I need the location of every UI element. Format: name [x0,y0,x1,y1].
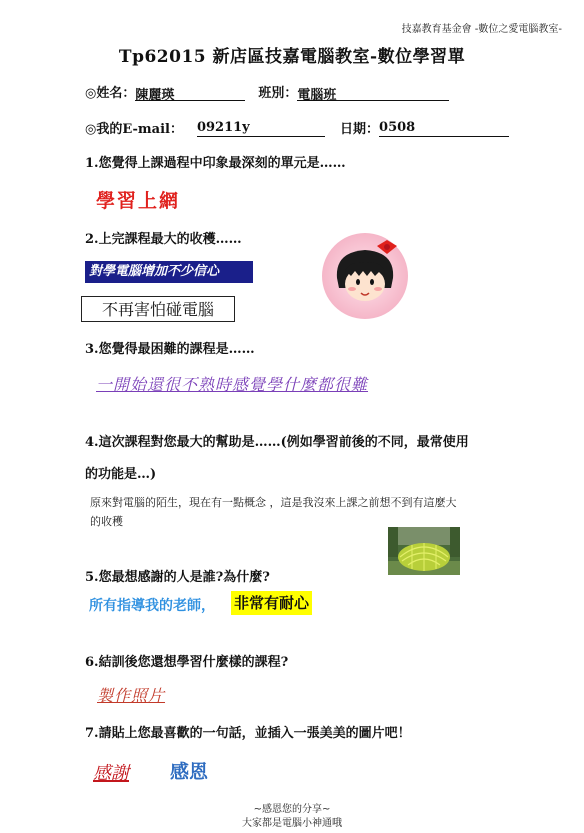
question-3: 3.您覺得最困難的課程是…… [85,342,255,357]
email-field [197,120,325,137]
footer-line-1: ~感恩您的分享~ [253,804,331,815]
answer-5-part-2: 非常有耐心 [231,591,312,615]
answer-3: 一開始還很不熟時感覺學什麼都很難 [96,375,369,394]
class-label: 班別： [258,86,298,101]
answer-2-highlight: 對學電腦增加不少信心 [85,261,253,283]
cartoon-girl-icon [321,232,409,320]
email-row [85,118,509,137]
answer-4-line-1: 原來對電腦的陌生，現在有一點概念 ，這是我沒來上課之前想不到有這麼大 [90,496,457,509]
question-4-line-2: 的功能是…) [85,467,157,482]
name-field [135,84,245,101]
email-label: ◎我的E-mail： [85,122,183,137]
question-7: 7.請貼上您最喜歡的一句話，並插入一張美美的圖片吧！ [85,726,411,741]
answer-7-part-1: 感謝 [93,763,129,784]
email-value: 09211y [196,120,250,135]
answer-2-box: 不再害怕碰電腦 [81,296,235,322]
date-field [379,120,509,137]
date-label: 日期： [340,122,380,137]
header-note: 技嘉教育基金會 -數位之愛電腦教室- [401,24,562,35]
question-5: 5.您最想感謝的人是誰?為什麼? [85,570,270,585]
name-row [85,82,449,101]
question-2: 2.上完課程最大的收穫…… [85,232,242,247]
answer-7-part-2: 感恩 [170,761,209,783]
question-6: 6.結訓後您還想學習什麼樣的課程? [85,655,289,670]
name-value: 陳麗瑛 [135,88,175,103]
page-title: Tp62015 新店區技嘉電腦教室-數位學習單 [118,47,466,67]
date-value: 0508 [379,120,416,135]
answer-5-part-1: 所有指導我的老師， [89,598,215,614]
class-value: 電腦班 [297,88,337,103]
answer-6: 製作照片 [97,686,166,705]
name-label: ◎姓名： [85,86,136,101]
answer-1: 學習上網 [96,190,181,212]
footer-line-2: 大家都是電腦小神通哦 [242,818,342,829]
question-4-line-1: 4.這次課程對您最大的幫助是……(例如學習前後的不同，最常使用 [85,435,469,450]
question-1: 1.您覺得上課過程中印象最深刻的單元是…… [85,156,346,171]
topiary-garden-photo [388,527,460,575]
class-field [297,84,449,101]
answer-4-line-2: 的收穫 [90,515,123,528]
